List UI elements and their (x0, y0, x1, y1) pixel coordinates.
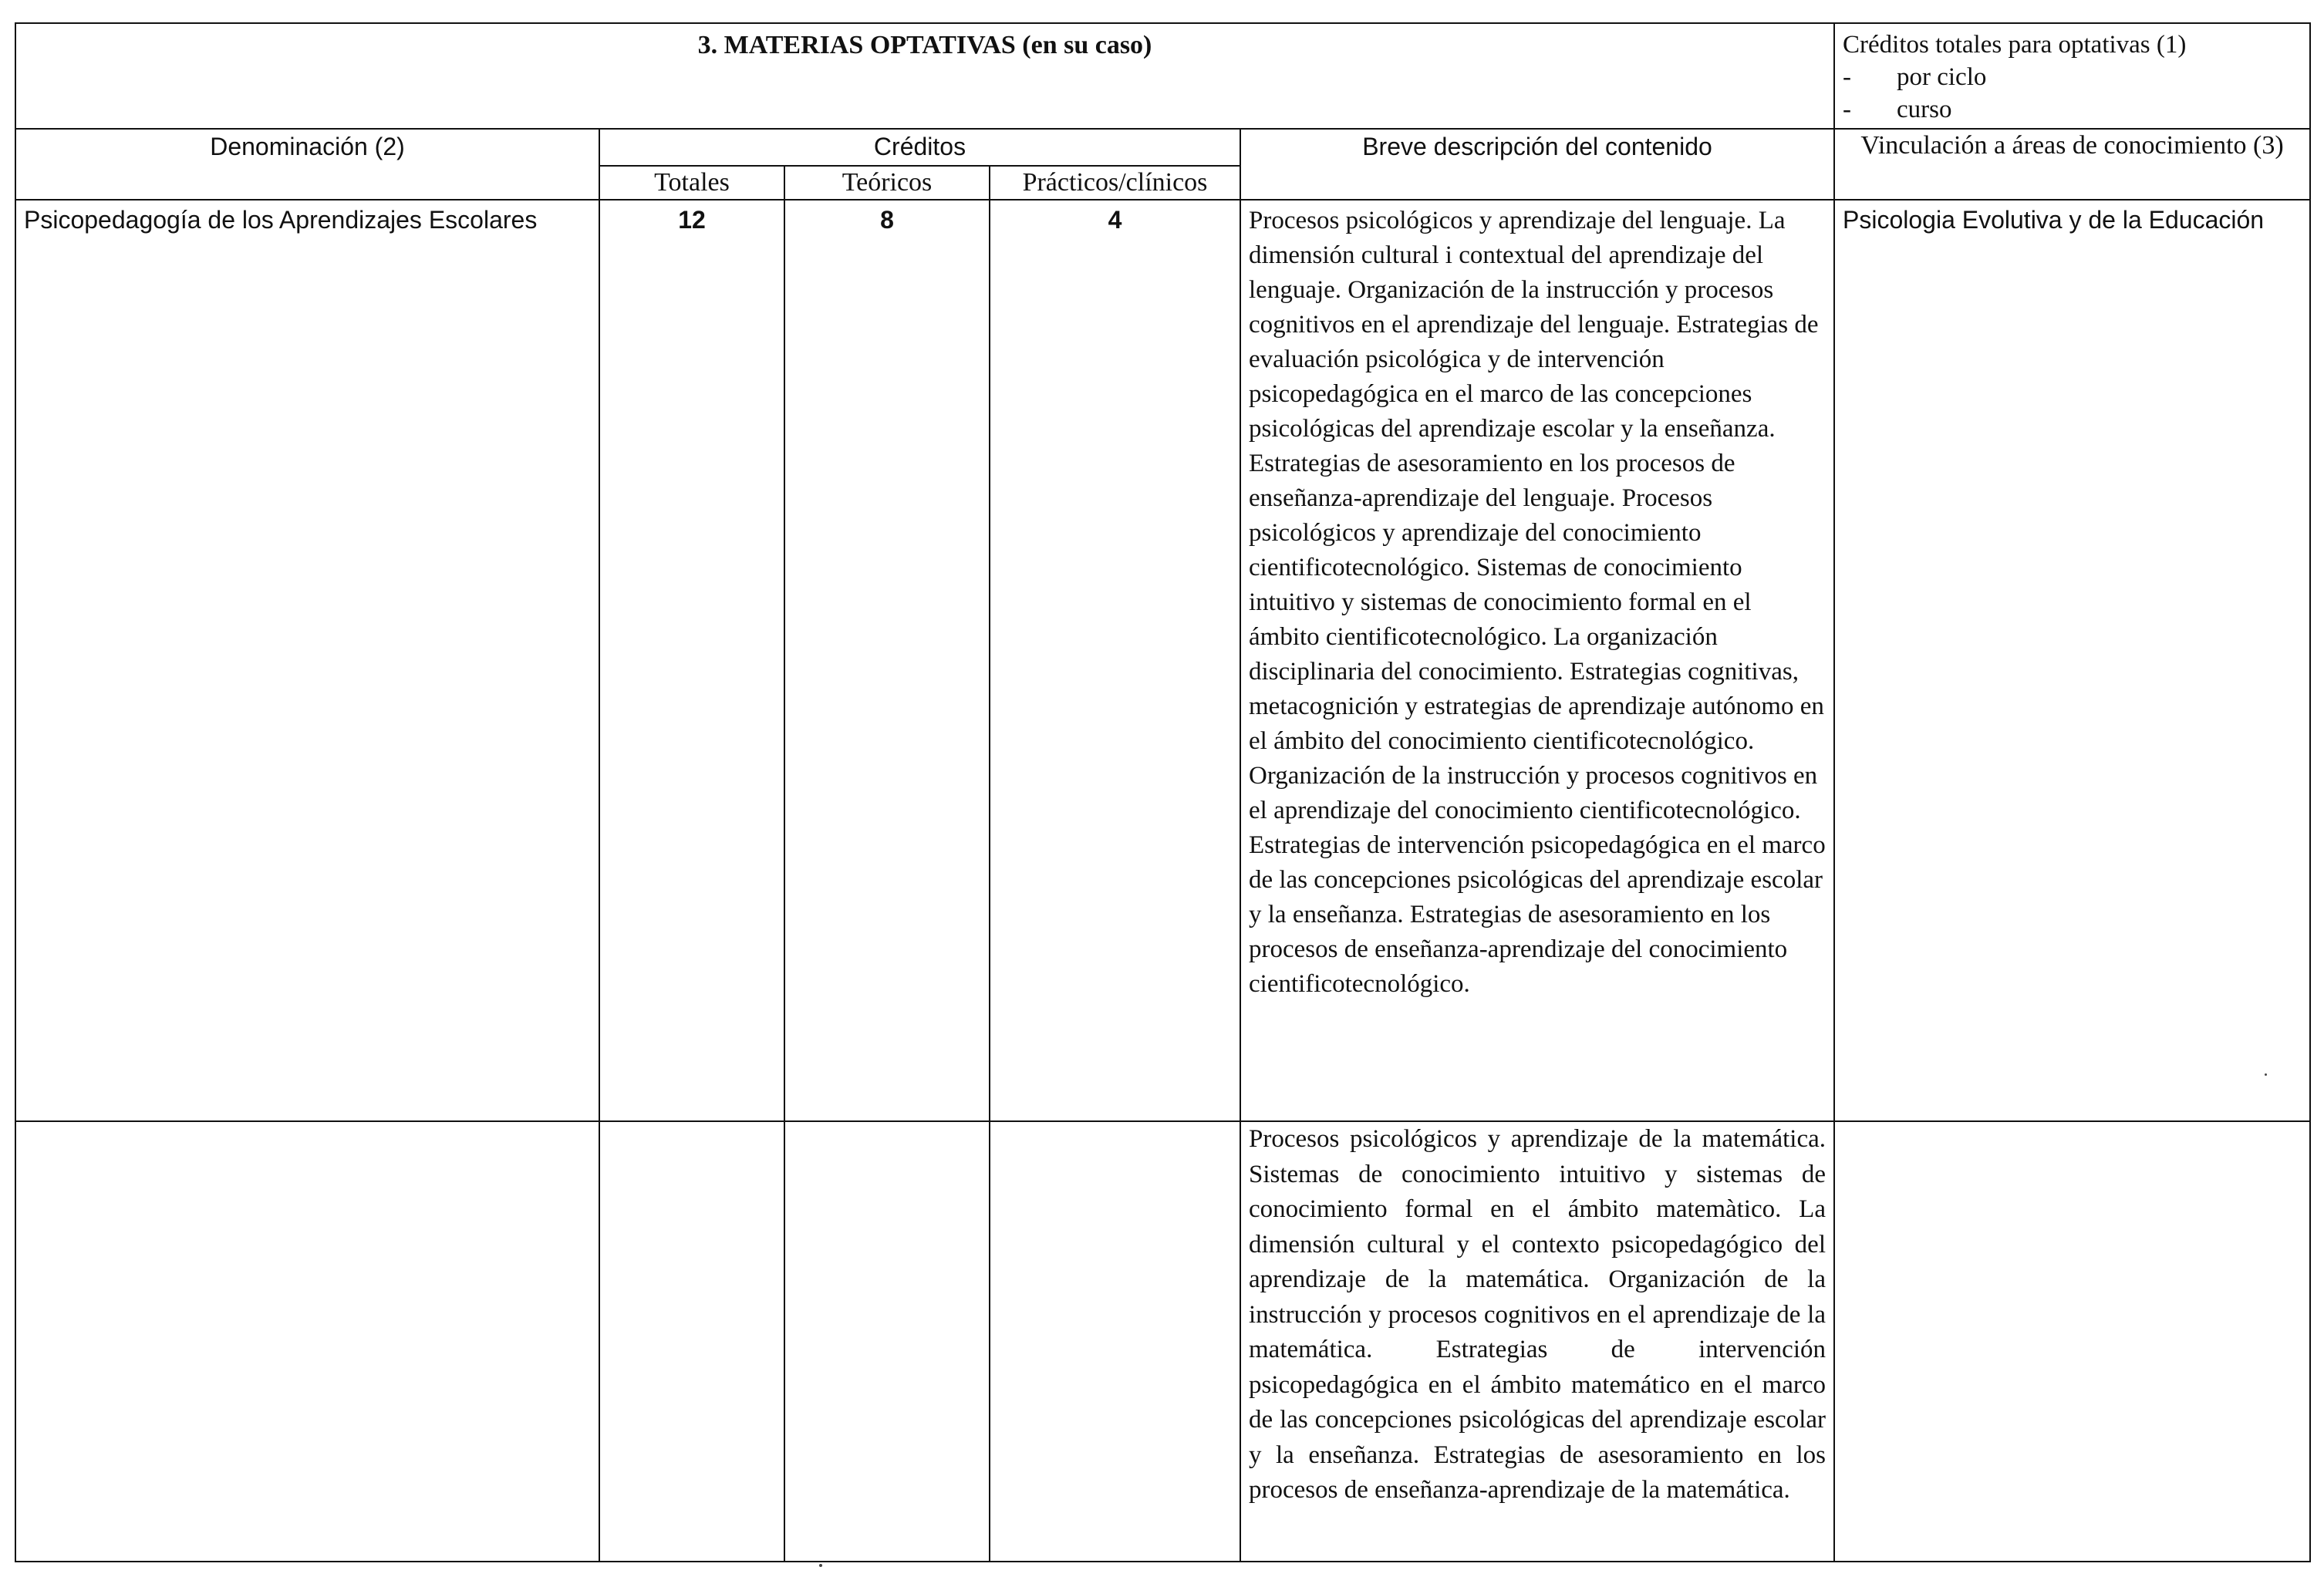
table-row (15, 1121, 2310, 1562)
content-description: Procesos psicológicos y aprendizaje del lenguaje. La dimensión cultural i contextual del aprendizaje del lenguaje. Organización de la instrucción y procesos cognitivos en el aprendizaje del lenguaje. Estrategias de evaluación psicológica y de intervención psicopedagógica en el marco de las concepciones psicológicas del aprendizaje escolar y la enseñanza. Estrategias de asesoramiento en los procesos de enseñanza-aprendizaje del lenguaje. Procesos psicológicos y aprendizaje del conocimiento cientificotecnológico. Sistemas de conocimiento intuitivo y sistemas de conocimiento formal en el ámbito cientificotecnológico. La organización disciplinaria del conocimiento. Estrategias cognitivas, metacognición y estrategias de aprendizaje autónomo en el ámbito del conocimiento cientificotecnológico. Organización de la instrucción y procesos cognitivos en el aprendizaje del conocimiento cientificotecnológico. Estrategias de intervención psicopedagógica en el marco de las concepciones psicológicas del aprendizaje escolar y la enseñanza. Estrategias de asesoramiento en los procesos de enseñanza-aprendizaje del conocimiento cientificotecnológico. (1240, 200, 1834, 1121)
scan-speck (819, 1564, 822, 1567)
content-description: Procesos psicológicos y aprendizaje de la matemática. Sistemas de conocimiento intuitivo y sistemas de conocimiento formal en el ámbito matemàtico. La dimensión cultural y el contexto psicopedagógico del aprendizaje de la matemática. Organización de la instrucción y procesos cognitivos en el aprendizaje de la matemática. Estrategias de intervención psicopedagógica en el ámbito matemático en el marco de las concepciones psicológicas del aprendizaje escolar y la enseñanza. Estrategias de asesoramiento en los procesos de enseñanza-aprendizaje de la matemática. (1240, 1121, 1834, 1562)
column-header-denominacion (15, 129, 599, 200)
column-header-creditos (599, 129, 1240, 166)
column-header-totales-text: Totales (654, 168, 730, 197)
column-header-vinculacion (1834, 129, 2310, 200)
credits-practice: 4 (990, 200, 1240, 1121)
credits-total: 12 (599, 200, 784, 1121)
column-header-denominacion-text: Denominación (2) (210, 133, 405, 160)
credits-total (599, 1121, 784, 1562)
column-header-teoricos (784, 166, 990, 200)
total-credits-list (1843, 61, 2302, 126)
column-header-vinculacion-text: Vinculación a áreas de conocimiento (3) (1860, 131, 2284, 160)
table-row (15, 200, 2310, 1121)
total-credits-item: - curso (1843, 93, 2302, 126)
optional-subjects-table (15, 22, 2311, 1562)
column-header-totales (599, 166, 784, 200)
credits-practice (990, 1121, 1240, 1562)
credits-theory (784, 1121, 990, 1562)
section-title (15, 23, 1834, 129)
knowledge-area (1834, 1121, 2310, 1562)
credits-theory: 8 (784, 200, 990, 1121)
knowledge-area: Psicologia Evolutiva y de la Educación (1834, 200, 2310, 1121)
scan-speck (2265, 1073, 2267, 1076)
total-credits-item: - por ciclo (1843, 61, 2302, 93)
column-header-teoricos-text: Teóricos (842, 168, 933, 197)
column-header-practicos (990, 166, 1240, 200)
section-title-row (15, 23, 2310, 129)
column-header-descripcion-text: Breve descripción del contenido (1362, 133, 1712, 160)
subject-name (15, 1121, 599, 1562)
total-credits-box (1834, 23, 2310, 129)
total-credits-title: Créditos totales para optativas (1) (1843, 31, 2187, 59)
column-header-practicos-text: Prácticos/clínicos (1022, 168, 1208, 197)
column-header-creditos-text: Créditos (873, 133, 966, 160)
section-title-text: 3. MATERIAS OPTATIVAS (en su caso) (697, 31, 1152, 59)
column-header-descripcion (1240, 129, 1834, 200)
header-row (15, 129, 2310, 166)
subject-name: Psicopedagogía de los Aprendizajes Escolares (15, 200, 599, 1121)
